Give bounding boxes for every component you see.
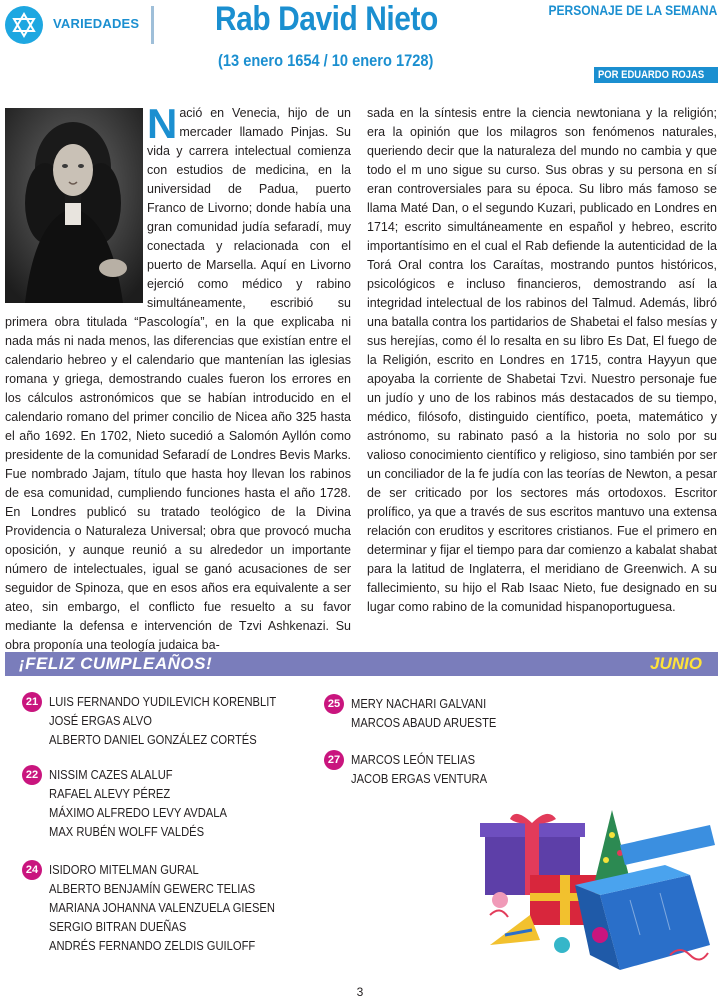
day-badge: 22 [22, 765, 42, 785]
day-badge: 27 [324, 750, 344, 770]
day-badge: 24 [22, 860, 42, 880]
list-item: ALBERTO DANIEL GONZÁLEZ CORTÉS [49, 732, 257, 747]
byline-text: POR EDUARDO ROJAS [598, 69, 705, 81]
list-item: RAFAEL ALEVY PÉREZ [49, 786, 171, 801]
star-of-david-icon [11, 12, 37, 38]
section-logo [5, 6, 43, 44]
day-badge: 21 [22, 692, 42, 712]
list-item: LUIS FERNANDO YUDILEVICH KORENBLIT [49, 694, 277, 709]
day-badge: 25 [324, 694, 344, 714]
name-list [351, 694, 520, 732]
name-list [351, 750, 509, 788]
name-list [49, 860, 312, 955]
drop-cap: N [147, 100, 178, 147]
list-item: ALBERTO BENJAMÍN GEWERC TELIAS [49, 881, 256, 896]
list-item: MÁXIMO ALFREDO LEVY AVDALA [49, 805, 227, 820]
list-item: ANDRÉS FERNANDO ZELDIS GUILOFF [49, 938, 256, 953]
article-text-1: ació en Venecia, hijo de un mercader llamado Pinjas. Su vida y carrera intelectual comienza con estudios de medicina, en la universidad de Padua, puerto Franco de Livorno; donde había una gran comunidad judía sefaradí, muy conectada y relacionada con el puerto de Marsella. Aquí en Livorno ejerció como médico y rabino simultáneamente, escribió su primera obra titulada “Pascología”, en la que explicaba ni nada más ni nada menos, las diferencias que existían entre el calendario hebreo y el calendario que mantenían las iglesias romana y griega, demostrando cuales fueron los errores en los cálculos astronómicos que se habían introducido en el calendario romano del primer concilio de Nicea año 325 hasta el año 1692. En 1702, Nieto sucedió a Salomón Ayllón como presidente de la comunidad Sefaradí de Londres Bevis Marks. Fue nombrado Jajam, título que hasta hoy llevan los rabinos de esa comunidad, cumpliendo funciones hasta el año 1728. En Londres publicó su tratado teológico de la Divina Providencia o Naturaleza Universal; obra que provocó mucha oposición, y aunque reunió a su alrededor un importante número de intelectuales, igual se ganó acusaciones de ser seguidor de Spinoza, que en esos años era equivalente a ser ateo, sin embargo, el conflicto fue resuelto a su favor mediante la defensa e intervención de Tzvi Ashkenazi. Su obra proponía una teología judaica ba- [5, 106, 351, 652]
header-divider [151, 6, 154, 44]
page-header [0, 0, 720, 90]
list-item: MAX RUBÉN WOLFF VALDÉS [49, 824, 205, 839]
birthday-title: ¡FELIZ CUMPLEAÑOS! [19, 654, 213, 673]
portrait-float-space [5, 104, 147, 307]
list-item: MARCOS ABAUD ARUESTE [351, 715, 497, 730]
series-label: PERSONAJE DE LA SEMANA [548, 2, 717, 18]
byline [594, 67, 718, 83]
birthday-month: JUNIO [650, 654, 702, 673]
section-label: VARIEDADES [53, 16, 140, 31]
article-title: Rab David Nieto [215, 0, 438, 38]
birthday-banner [5, 652, 718, 676]
list-item: JOSÉ ERGAS ALVO [49, 713, 152, 728]
list-item: NISSIM CAZES ALALUF [49, 767, 173, 782]
list-item: JACOB ERGAS VENTURA [351, 771, 488, 786]
list-item: MARCOS LEÓN TELIAS [351, 752, 476, 767]
gifts-illustration [470, 805, 720, 975]
article-column-1 [5, 100, 351, 655]
article-text-2: sada en la síntesis entre la ciencia newtoniana y la religión; era la opinión que los milagros son fenómenos naturales, queriendo decir que la naturaleza del mundo no cambia y que todo el m uno sigue su curso. Sus obras y su persona en sí eran controversiales para su época. Su libro más famoso se llama Maté Dan, o el segundo Kuzari, publicado en Londres en 1714; escrito simultáneamente en español y hebreo, escrito importantísimo en el cual el Rab defiende la autenticidad de la Torá Oral contra los Caraítas, mostrando puntos históricos, psicológicos e incluso financieros, demostrando así la integridad intelectual de los rabinos del Talmud. Además, libró una batalla contra los partidarios de Shabetai el falso mesías y sus herejías, como él lo resalta en su libro Es Dat, El fuego de la Religión, escrito en Londres en 1715, contra Hayyun que apoyaba la corriente de Shabetai Tzvi. Nuestro personaje fue un judío y uno de los rabinos más destacados de su tiempo, médico, filósofo, distinguido científico, poeta, matemático y astrónomo, su rabinato pasó a la historia no solo por su valioso conocimiento científico y religioso, sino también por ser un conciliador de la fe judía con las teorías de Newton, a pesar de ser criticado por los sectores más ortodoxos. Escritor prolífico, ya que a través de sus escritos mantuvo una extensa relación con eruditos y escritores cristianos. Fue el primero en determinar y fijar el tiempo para dar comienzo a kabalat shabat para la latitud de Inglaterra, el meridiano de Greenwich. A su fallecimiento, su hijo el Rab Isaac Nieto, fue designado en su lugar como rabino de la comunidad hispanoportuguesa. [367, 106, 717, 614]
name-list [49, 692, 313, 749]
list-item: MARIANA JOHANNA VALENZUELA GIESEN [49, 900, 275, 915]
list-item: SERGIO BITRAN DUEÑAS [49, 919, 187, 934]
name-list [49, 765, 256, 841]
list-item: ISIDORO MITELMAN GURAL [49, 862, 199, 877]
list-item: MERY NACHARI GALVANI [351, 696, 487, 711]
article-column-2 [367, 104, 717, 617]
article-dates: (13 enero 1654 / 10 enero 1728) [218, 51, 434, 70]
page-number: 3 [356, 985, 364, 999]
